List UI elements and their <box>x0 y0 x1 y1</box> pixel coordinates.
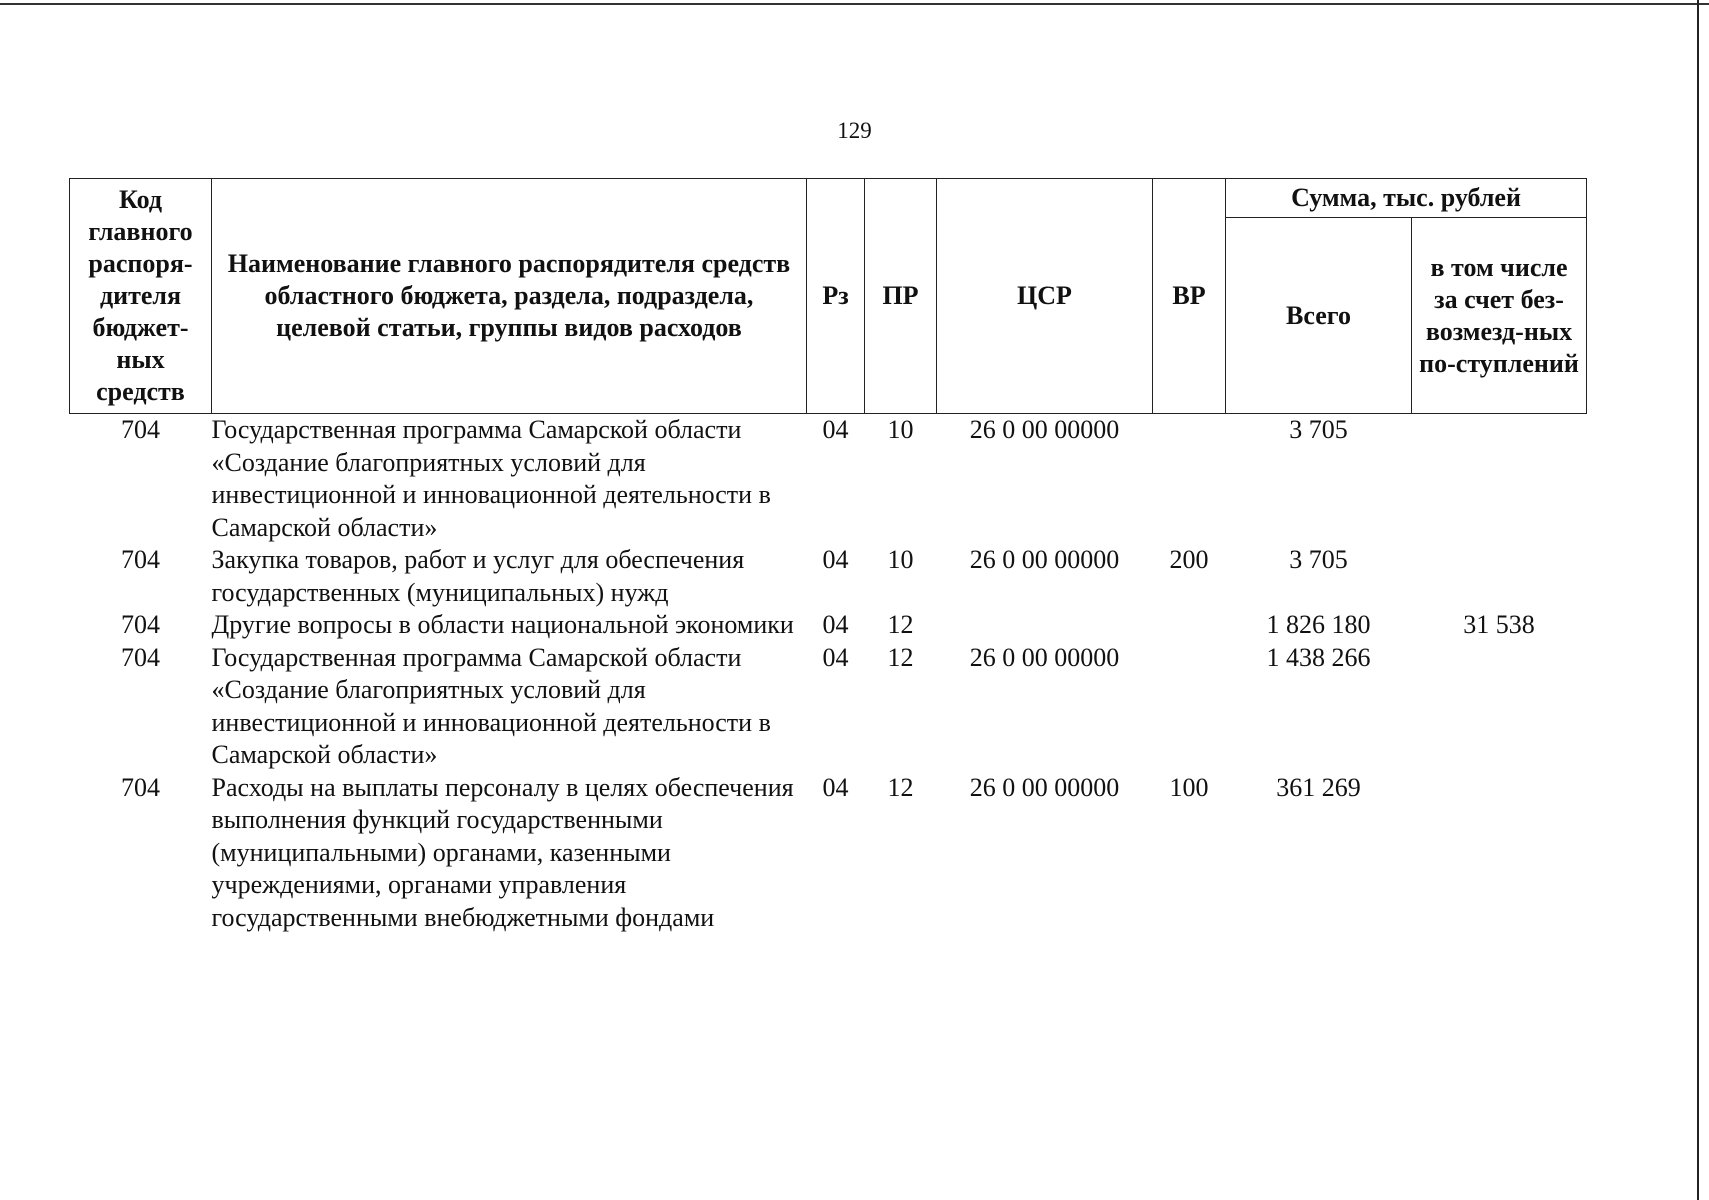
table-row <box>70 772 1587 935</box>
cell-code: 704 <box>121 642 160 672</box>
page-edge <box>1697 0 1699 1200</box>
cell-csr <box>937 609 1153 642</box>
table-row <box>70 414 1587 545</box>
cell-pr: 12 <box>887 642 914 672</box>
table-row <box>70 544 1587 609</box>
cell-code: 704 <box>121 545 160 574</box>
header-vr: ВР <box>1153 179 1226 414</box>
cell-total: 361 269 <box>1276 772 1361 802</box>
cell-total: 3 705 <box>1289 545 1348 574</box>
cell-total: 3 705 <box>1289 415 1348 444</box>
cell-name: Государственная программа Самарской области «Создание благоприятных условий для инвестиционной и инновационной деятельности в Самарской области» <box>211 415 771 542</box>
cell-rz: 04 <box>822 610 849 639</box>
cell-name: Закупка товаров, работ и услуг для обеспечения государственных (муниципальных) нужд <box>211 545 745 607</box>
cell-pr: 12 <box>887 610 914 639</box>
cell-name: Государственная программа Самарской области «Создание благоприятных условий для инвестиционной и инновационной деятельности в Самарской области» <box>211 642 771 769</box>
cell-code: 704 <box>121 772 160 802</box>
page-number: 129 <box>837 118 872 143</box>
cell-free <box>1412 544 1587 609</box>
header-rz: Рз <box>807 179 865 414</box>
cell-vr: 100 <box>1169 772 1209 802</box>
cell-name: Другие вопросы в области национальной экономики <box>211 610 794 639</box>
cell-free <box>1412 414 1587 545</box>
header-total: Всего <box>1226 218 1412 414</box>
cell-rz: 04 <box>822 415 849 444</box>
cell-vr: 200 <box>1169 545 1209 574</box>
table-row <box>70 609 1587 642</box>
cell-vr <box>1153 642 1226 772</box>
budget-table <box>69 178 1587 934</box>
table-row <box>70 642 1587 772</box>
cell-pr: 12 <box>887 772 914 802</box>
cell-rz: 04 <box>822 642 849 672</box>
header-csr: ЦСР <box>937 179 1153 414</box>
cell-name: Расходы на выплаты персоналу в целях обеспечения выполнения функций государственными (муниципальными) органами, казенными учреждениями, органами управления государственными внебюджетными фондами <box>211 772 794 932</box>
cell-csr: 26 0 00 00000 <box>969 642 1120 672</box>
cell-vr <box>1153 414 1226 545</box>
cell-total: 1 438 266 <box>1266 642 1371 672</box>
cell-rz: 04 <box>822 545 849 574</box>
cell-rz: 04 <box>822 772 849 802</box>
header-sum-group: Сумма, тыс. рублей <box>1226 179 1587 218</box>
cell-free <box>1412 772 1587 935</box>
cell-csr: 26 0 00 00000 <box>969 415 1120 444</box>
header-pr: ПР <box>865 179 937 414</box>
header-free: в том числе за счет без-возмезд-ных по-ступлений <box>1412 218 1587 414</box>
cell-code: 704 <box>121 415 160 444</box>
top-rule <box>0 3 1709 5</box>
cell-vr <box>1153 609 1226 642</box>
header-name: Наименование главного распорядителя средств областного бюджета, раздела, подраздела, целевой статьи, группы видов расходов <box>212 179 807 414</box>
header-code: Код главного распоря-дителя бюджет-ных средств <box>70 179 212 414</box>
cell-free: 31 538 <box>1463 610 1535 639</box>
cell-free <box>1412 642 1587 772</box>
cell-code: 704 <box>121 610 160 639</box>
cell-csr: 26 0 00 00000 <box>969 772 1120 802</box>
cell-pr: 10 <box>887 415 914 444</box>
cell-pr: 10 <box>887 545 914 574</box>
cell-csr: 26 0 00 00000 <box>969 545 1120 574</box>
cell-total: 1 826 180 <box>1266 610 1371 639</box>
